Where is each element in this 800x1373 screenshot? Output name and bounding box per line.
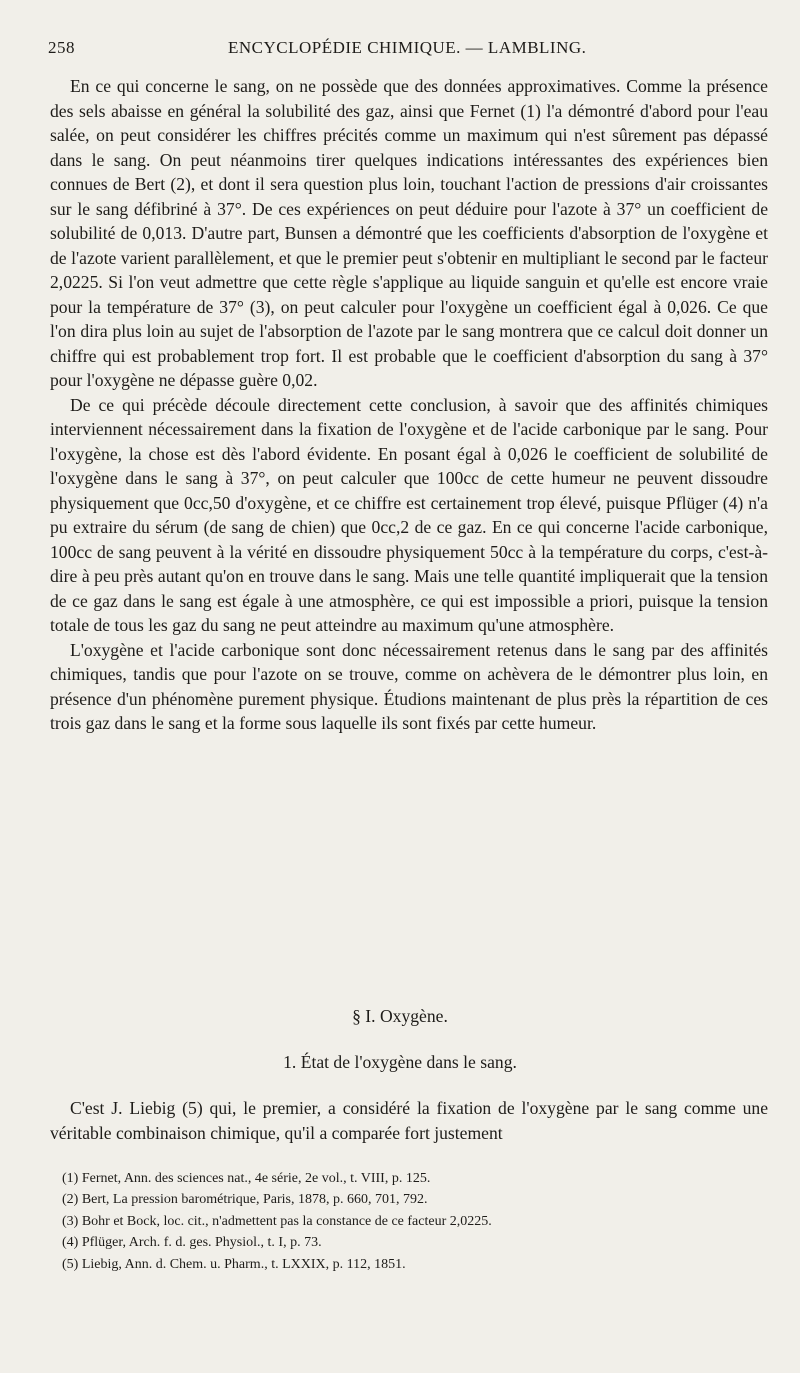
closing-text xyxy=(50,1096,768,1146)
section-heading: § I. Oxygène. xyxy=(352,1006,448,1026)
page-header xyxy=(48,38,768,62)
footnote: (3) Bohr et Bock, loc. cit., n'admettent pas la constance de ce facteur 2,0225. xyxy=(62,1213,492,1229)
footnote: (4) Pflüger, Arch. f. d. ges. Physiol., t. I, p. 73. xyxy=(62,1235,322,1251)
paragraph: C'est J. Liebig (5) qui, le premier, a considéré la fixation de l'oxygène par le sang comme une véritable combinaison chimique, qu'il a comparée fort justement xyxy=(50,1098,768,1143)
footnotes xyxy=(62,1168,762,1275)
footnote: (1) Fernet, Ann. des sciences nat., 4e série, 2e vol., t. VIII, p. 125. xyxy=(62,1171,431,1186)
footnote: (5) Liebig, Ann. d. Chem. u. Pharm., t. LXXIX, p. 112, 1851. xyxy=(62,1256,406,1272)
main-text xyxy=(50,74,768,736)
footnote: (2) Bert, La pression barométrique, Paris, 1878, p. 660, 701, 792. xyxy=(62,1192,428,1208)
page-number: 258 xyxy=(48,38,75,57)
running-title: ENCYCLOPÉDIE CHIMIQUE. — LAMBLING. xyxy=(228,38,587,57)
paragraph: En ce qui concerne le sang, on ne possède que des données approximatives. Comme la présence des sels abaisse en général la solubilité des gaz, ainsi que Fernet (1) l'a démontré d'abord pour l'eau salée, on peut considérer les chiffres précités comme un maximum qui n'est sûrement pas dépassé dans le sang. On peut néanmoins tirer quelques indications intéressantes des expériences bien connues de Bert (2), et dont il sera question plus loin, touchant l'action de pressions d'air croissantes sur le sang défibriné à 37°. De ces expériences on peut déduire pour l'azote à 37° un coefficient de solubilité de 0,013. D'autre part, Bunsen a démontré que les coefficients d'absorption de l'oxygène et de l'azote varient parallèlement, et que le premier peut s'obtenir en multipliant le second par le facteur 2,0225. Si l'on veut admettre que cette règle s'applique au liquide sanguin et qu'elle est encore vraie pour la température de 37° (3), on peut calculer pour l'oxygène un coefficient égal à 0,026. Ce que l'on dira plus loin au sujet de l'absorption de l'azote par le sang montrera que ce calcul doit donner un chiffre qui est probablement trop fort. Il est probable que le coefficient d'absorption du sang à 37° pour l'oxygène ne dépasse guère 0,02. xyxy=(50,76,768,390)
paragraph: De ce qui précède découle directement cette conclusion, à savoir que des affinités chimiques interviennent nécessairement dans la fixation de l'oxygène et de l'acide carbonique par le sang. Pour l'oxygène, la chose est dès l'abord évidente. En posant égal à 0,026 le coefficient de solubilité de l'oxygène dans le sang à 37°, on peut calculer que 100cc de cette humeur ne peuvent dissoudre physiquement que 0cc,50 d'oxygène, et ce chiffre est certainement trop élevé, puisque Pflüger (4) n'a pu extraire du sérum (de sang de chien) que 0cc,2 de ce gaz. En ce qui concerne l'acide carbonique, 100cc de sang peuvent à la vérité en dissoudre physiquement 50cc à la température du corps, c'est-à-dire à peu près autant qu'on en trouve dans le sang. Mais une telle quantité impliquerait que la tension de ce gaz dans le sang est égale à une atmosphère, ce qui est impossible a priori, puisque la tension totale de tous les gaz du sang ne peut atteindre au maximum qu'une atmosphère. xyxy=(50,394,768,635)
subsection-heading: 1. État de l'oxygène dans le sang. xyxy=(283,1052,517,1072)
paragraph: L'oxygène et l'acide carbonique sont donc nécessairement retenus dans le sang par des affinités chimiques, tandis que pour l'azote on se trouve, comme on achèvera de le démontrer plus loin, en présence d'un phénomène purement physique. Étudions maintenant de plus près la répartition de ces trois gaz dans le sang et la forme sous laquelle ils sont fixés par cette humeur. xyxy=(50,639,768,733)
